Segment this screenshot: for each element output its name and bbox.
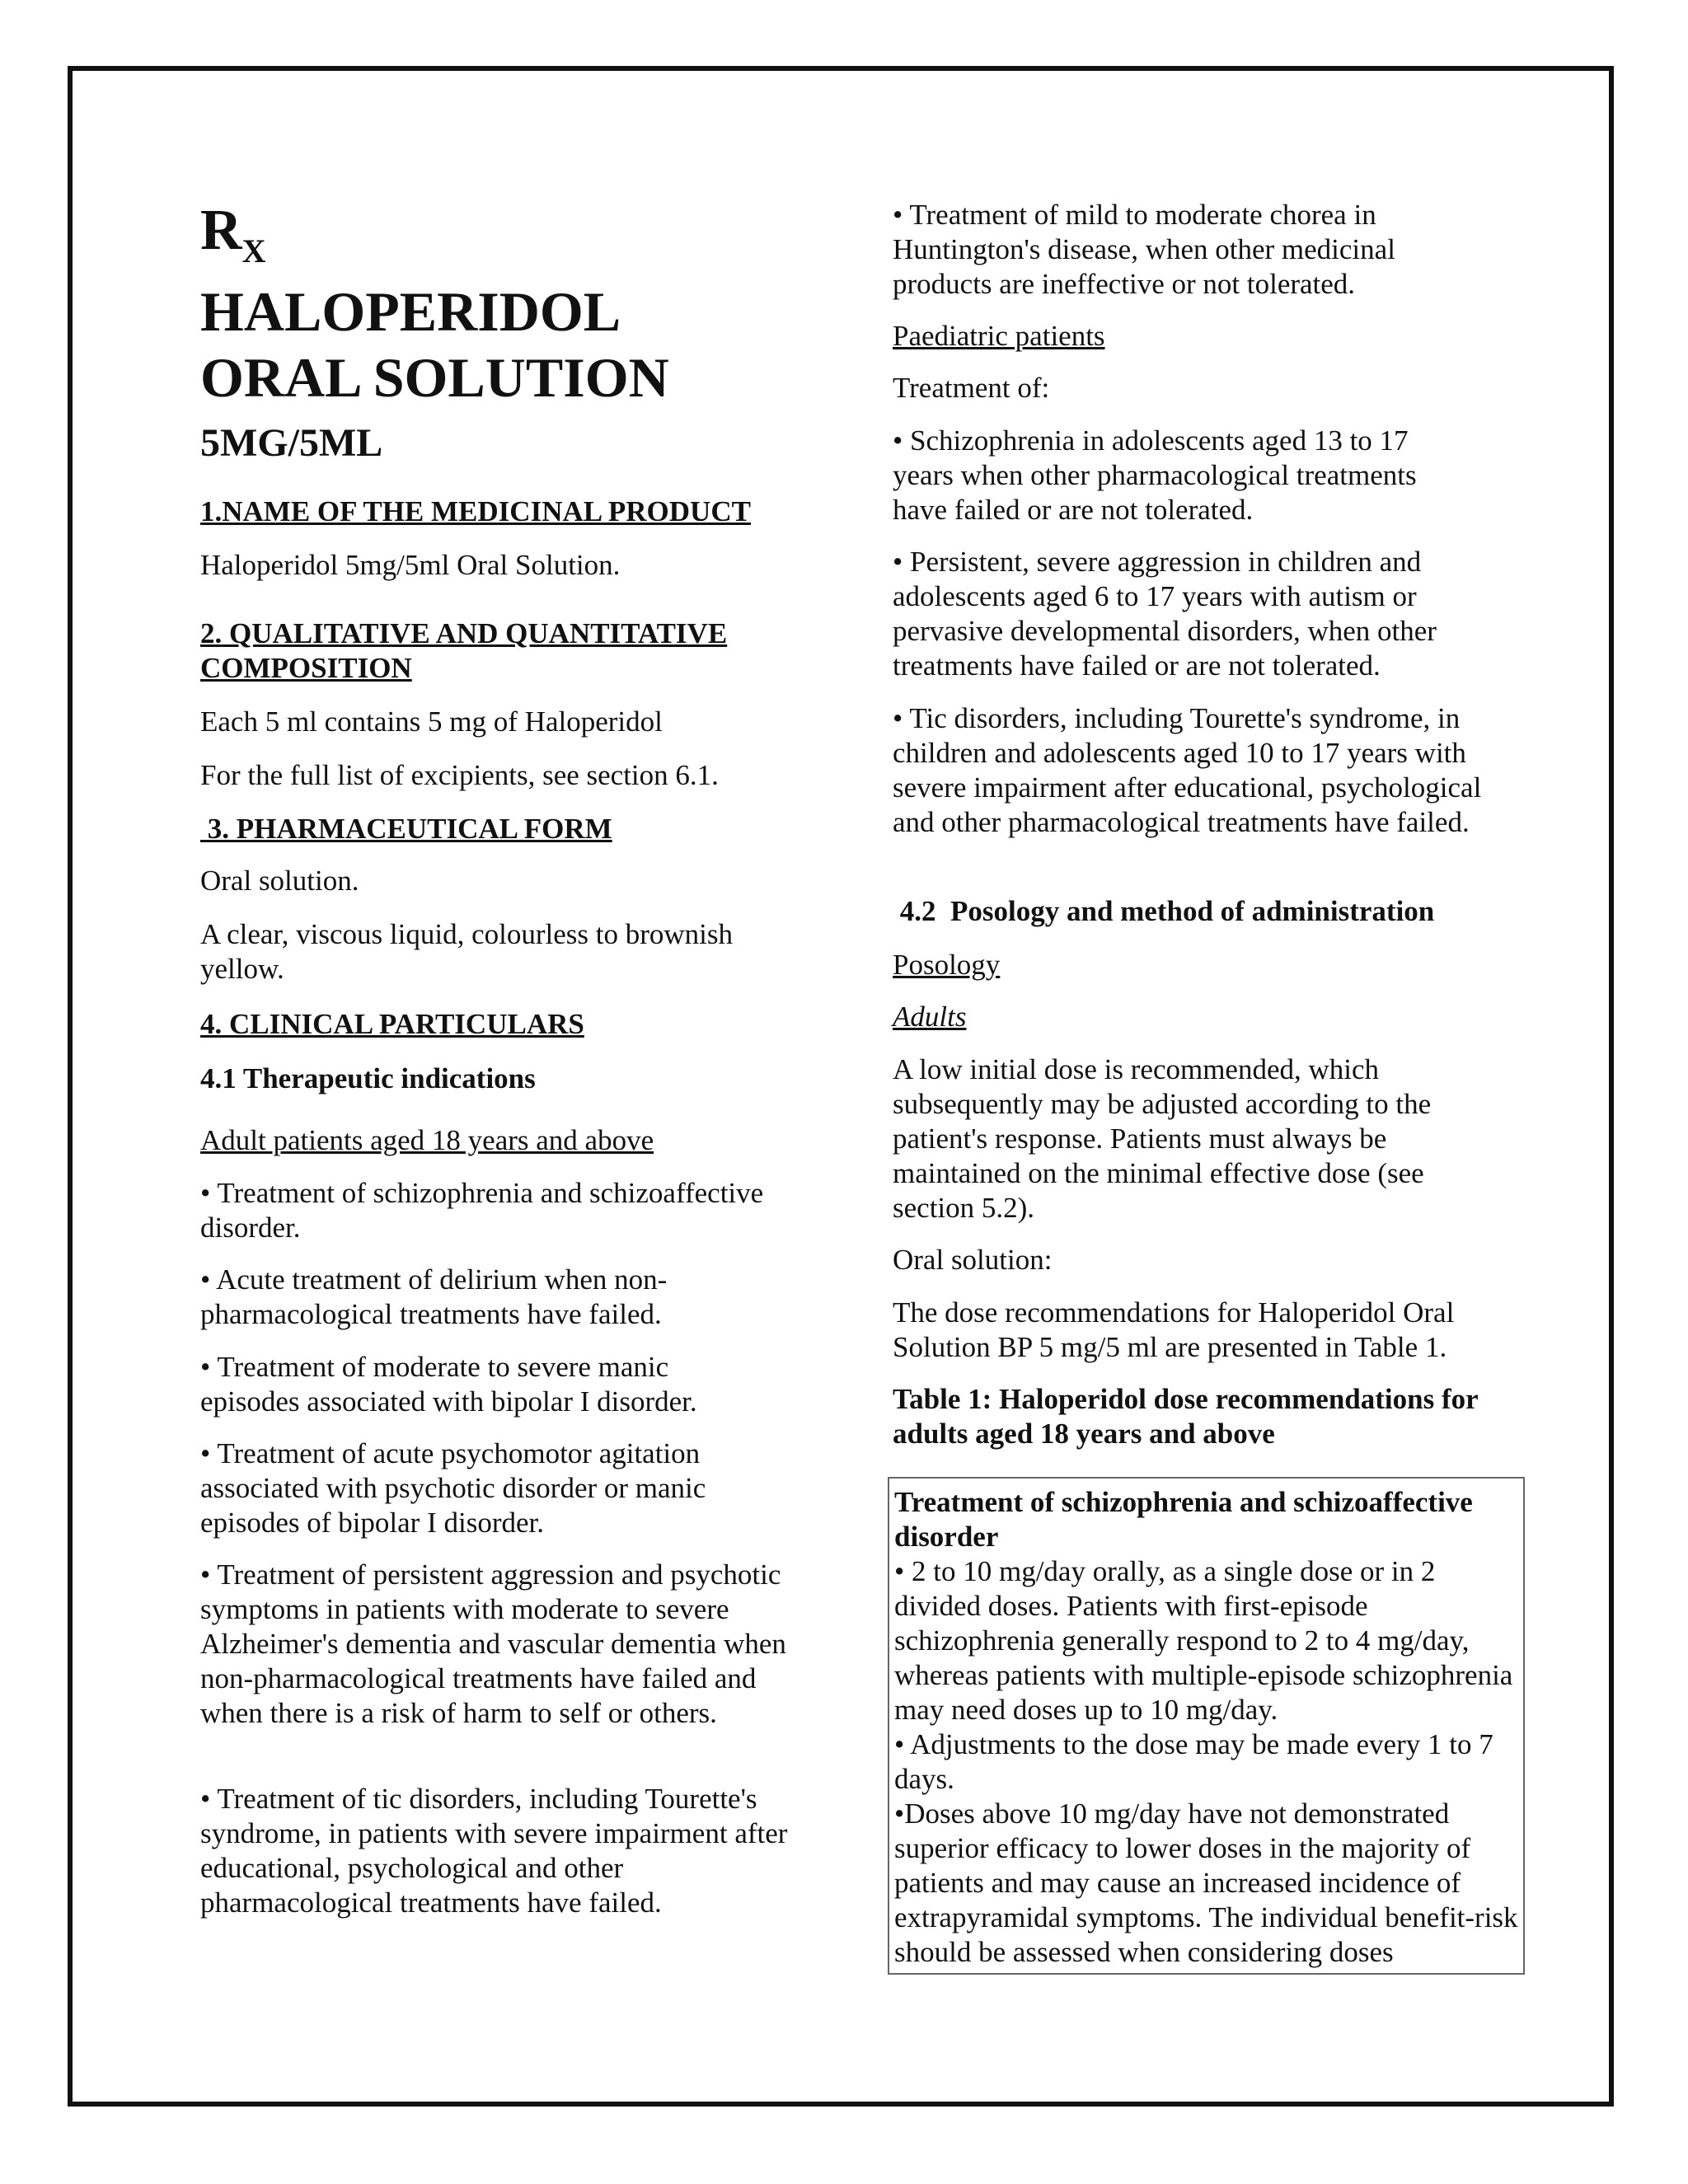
section41-heading: 4.1 Therapeutic indications [200, 1062, 536, 1094]
posology-subheading: Posology [893, 949, 1001, 981]
section42-heading: 4.2 Posology and method of administration [893, 895, 1435, 927]
oral-solution-label: Oral solution: [893, 1244, 1053, 1276]
treatment-of-label: Treatment of: [893, 372, 1050, 404]
section4-heading: 4. CLINICAL PARTICULARS [200, 1008, 584, 1040]
dose-recommendation-paragraph: The dose recommendations for Haloperidol Oral Solution BP 5 mg/5 ml are presented in Table 1. [893, 1296, 1455, 1363]
product-title-line1: HALOPERIDOL [200, 280, 621, 343]
section2-text1: Each 5 ml contains 5 mg of Haloperidol [200, 705, 663, 738]
section1-text: Haloperidol 5mg/5ml Oral Solution. [200, 549, 621, 581]
paediatric-bullet-3: • Tic disorders, including Tourette's syndrome, in children and adolescents aged 10 to 17 years with severe impairment after educational, psychological and other pharmacological treatments have failed. [893, 702, 1482, 838]
paediatric-subheading: Paediatric patients [893, 320, 1105, 352]
indication-bullet-1: • Treatment of schizophrenia and schizoaffective disorder. [200, 1177, 764, 1244]
section2-text2: For the full list of excipients, see section 6.1. [200, 759, 719, 791]
product-title-line2: ORAL SOLUTION [200, 346, 669, 409]
section2-heading: 2. QUALITATIVE AND QUANTITATIVE COMPOSITION [200, 617, 728, 684]
section3-text2: A clear, viscous liquid, colourless to brownish yellow. [200, 918, 734, 985]
paediatric-bullet-1: • Schizophrenia in adolescents aged 13 to 17 years when other pharmacological treatments have failed or are not tolerated. [893, 424, 1417, 526]
dose-table-row-1: • 2 to 10 mg/day orally, as a single dose or in 2 divided doses. Patients with first-episode schizophrenia generally respond to 2 to 4 mg/day, whereas patients with multiple-episode schizophrenia may need doses up to 10 mg/day. [894, 1555, 1513, 1726]
section3-heading: 3. PHARMACEUTICAL FORM [200, 813, 612, 845]
dose-table [888, 1477, 1525, 1975]
rx-symbol: $R_X$ [200, 199, 266, 269]
indication-bullet-4: • Treatment of acute psychomotor agitation associated with psychotic disorder or manic episodes of bipolar I disorder. [200, 1437, 706, 1539]
dose-table-header: Treatment of schizophrenia and schizoaffective disorder [894, 1486, 1473, 1553]
adults-subheading: Adults [893, 1001, 967, 1033]
indication-bullet-3: • Treatment of moderate to severe manic episodes associated with bipolar I disorder. [200, 1351, 697, 1418]
dose-table-row-2: • Adjustments to the dose may be made every 1 to 7 days. [894, 1728, 1493, 1795]
product-strength: 5MG/5ML [200, 421, 383, 465]
low-dose-paragraph: A low initial dose is recommended, which subsequently may be adjusted according to the patient's response. Patients must always be maintained on the minimal effective dose (see section 5.2). [893, 1053, 1432, 1224]
paediatric-bullet-2: • Persistent, severe aggression in children and adolescents aged 6 to 17 years with autism or pervasive developmental disorders, when other treatments have failed or are not tolerated. [893, 546, 1437, 682]
indication-bullet-chorea: • Treatment of mild to moderate chorea in Huntington's disease, when other medicinal products are ineffective or not tolerated. [893, 199, 1395, 300]
section3-text1: Oral solution. [200, 865, 359, 897]
dose-table-row-3: •Doses above 10 mg/day have not demonstrated superior efficacy to lower doses in the majority of patients and may cause an increased incidence of extrapyramidal symptoms. The individual benefit-risk should be assessed when considering doses [894, 1797, 1518, 1968]
section1-heading: 1.NAME OF THE MEDICINAL PRODUCT [200, 495, 751, 527]
indication-bullet-6: • Treatment of tic disorders, including Tourette's syndrome, in patients with severe impairment after educational, psychological and other pharmacological treatments have failed. [200, 1783, 788, 1919]
adult-patients-subheading: Adult patients aged 18 years and above [200, 1124, 654, 1156]
indication-bullet-5: • Treatment of persistent aggression and psychotic symptoms in patients with moderate to severe Alzheimer's dementia and vascular dementia when non-pharmacological treatments have failed and when there is a risk of harm to self or others. [200, 1558, 786, 1729]
table1-caption: Table 1: Haloperidol dose recommendations for adults aged 18 years and above [893, 1383, 1479, 1450]
indication-bullet-2: • Acute treatment of delirium when non-pharmacological treatments have failed. [200, 1263, 668, 1330]
